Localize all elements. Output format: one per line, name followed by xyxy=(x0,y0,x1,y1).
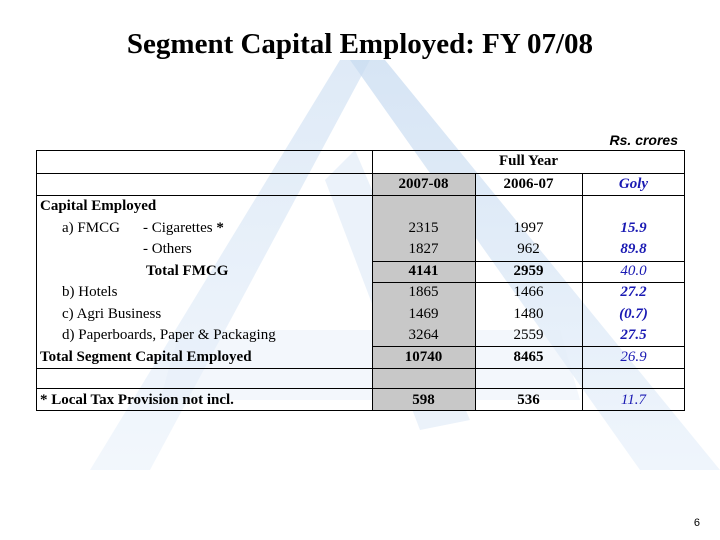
table-cell: 2559 xyxy=(513,327,544,343)
slide-title: Segment Capital Employed: FY 07/08 xyxy=(126,28,594,60)
row-label-hotels: b) Hotels xyxy=(62,284,118,300)
table-cell: 11.7 xyxy=(620,392,647,408)
table-cell: 89.8 xyxy=(620,241,647,257)
col-header-2007-08: 2007-08 xyxy=(398,176,449,192)
table-cell: 2959 xyxy=(513,263,544,279)
footnote-label: * Local Tax Provision not incl. xyxy=(40,392,234,408)
table-cell: 598 xyxy=(412,392,435,408)
table-cell: 8465 xyxy=(513,349,544,365)
capital-employed-table xyxy=(36,150,685,411)
row-label-agri-business: c) Agri Business xyxy=(62,306,162,322)
row-label-fmcg: a) FMCG xyxy=(62,220,120,236)
section-heading: Capital Employed xyxy=(40,198,157,214)
row-sublabel-cigarettes: - Cigarettes * xyxy=(143,220,224,236)
units-label: Rs. crores xyxy=(609,132,678,148)
table-cell: 4141 xyxy=(408,263,439,279)
row-sublabel-others: - Others xyxy=(143,241,192,257)
table-cell: (0.7) xyxy=(619,306,648,322)
row-label-total-fmcg: Total FMCG xyxy=(146,263,229,279)
table-cell: 536 xyxy=(517,392,540,408)
table-cell: 962 xyxy=(517,241,540,257)
table-cell: 2315 xyxy=(408,220,439,236)
page-number: 6 xyxy=(693,517,700,529)
table-cell: 1865 xyxy=(408,284,439,300)
table-cell: 3264 xyxy=(408,327,439,343)
table-cell: 1997 xyxy=(513,220,544,236)
col-header-2006-07: 2006-07 xyxy=(503,176,554,192)
col-header-growth: Goly xyxy=(618,176,649,192)
table-cell: 10740 xyxy=(404,349,443,365)
table-cell: 15.9 xyxy=(620,220,647,236)
table-cell: 1827 xyxy=(408,241,439,257)
row-label-total-segment: Total Segment Capital Employed xyxy=(40,349,252,365)
table-cell: 40.0 xyxy=(620,263,647,279)
table-cell: 27.5 xyxy=(620,327,647,343)
table-cell: 26.9 xyxy=(620,349,647,365)
full-year-header: Full Year xyxy=(498,153,559,169)
row-label-paperboards: d) Paperboards, Paper & Packaging xyxy=(62,327,276,343)
table-cell: 27.2 xyxy=(620,284,647,300)
table-cell: 1480 xyxy=(513,306,544,322)
table-cell: 1469 xyxy=(408,306,439,322)
table-cell: 1466 xyxy=(513,284,544,300)
